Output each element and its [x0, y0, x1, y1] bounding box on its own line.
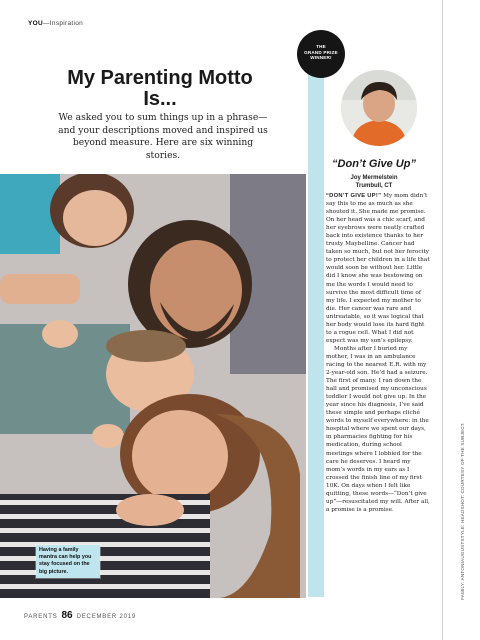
- winner-motto: “Don’t Give Up”: [332, 158, 416, 170]
- section-tag: [28, 20, 83, 27]
- subsection-name: —Inspiration: [43, 20, 84, 27]
- dek: We asked you to sum things up in a phrase—and your descriptions moved and inspired us beyond measure. Here are six winning stories.: [58, 112, 268, 161]
- folio-date: DECEMBER 2019: [76, 614, 137, 620]
- family-photo-illustration: [0, 174, 306, 598]
- winner-byline: [312, 174, 436, 190]
- page-edge-rule: [442, 0, 443, 640]
- story-paragraph-2: Months after I buried my mother, I was in an ambulance racing to the nearest E.R. with my 2-year-old son. He’d had a seizure. The first of many. I ran down the hall and promised my unconscious toddler I would not give up. In the year since his diagnosis, I’ve said these simple and perhaps cliché words to myself everywhere: in the hospital where we spent our days, in pharmacies fighting for his medication, during school meetings where I lobbied for the care he deserves. I heard my mom’s words in my ears as I crossed the finish line of my first 10K. On days when I felt like quitting, these words—“Don’t give up”—resuscitated my will. After all, a promise is a promise.: [326, 345, 430, 513]
- folio-page-number: 86: [61, 610, 73, 621]
- badge-line-2: GRAND PRIZE: [304, 49, 338, 55]
- photo-caption: Having a family mantra can help you stay focused on the big picture.: [36, 545, 100, 578]
- headline: My Parenting Motto Is...: [67, 67, 253, 110]
- section-name: YOU: [28, 20, 43, 27]
- grand-prize-badge: [297, 30, 345, 78]
- winner-story: [326, 192, 430, 514]
- winner-headshot: [341, 70, 417, 146]
- winner-location: Trumbull, CT: [355, 183, 393, 189]
- folio-magazine: PARENTS: [24, 614, 58, 620]
- badge-line-3: WINNER!: [310, 55, 332, 61]
- story-paragraph-1: [326, 192, 430, 345]
- story-lead-in: “DON’T GIVE UP!”: [326, 193, 382, 199]
- photo-credit: FAMILY: ANTONIAUGUSTSTYLE: HEADSHOT: COURTESY OF THE SUBJECT.: [460, 422, 465, 600]
- winner-headshot-illustration: [341, 70, 417, 146]
- folio: [24, 610, 136, 621]
- story-paragraph-1-text: My mom didn’t say this to me as much as she shouted it. She made me promise. On her head was a chic scarf, and her eyebrows were neatly crafted back into existence thanks to her trusty Maybelline. Cancer had taken so much, but not her ferocity to protect her children in a life that would soon be without her. Little did I know she was bestowing on me the words I would need to survive the most difficult time of my life. I expected my mother to die. Her cancer was rare and untreatable, so it was logical that her body would lose its hard fight to a rogue cell. What I did not expect was my son’s epilepsy.: [326, 193, 430, 344]
- family-photo: [0, 174, 306, 598]
- winner-name: Joy Mermelstein: [350, 175, 398, 181]
- badge-line-1: THE: [316, 44, 326, 49]
